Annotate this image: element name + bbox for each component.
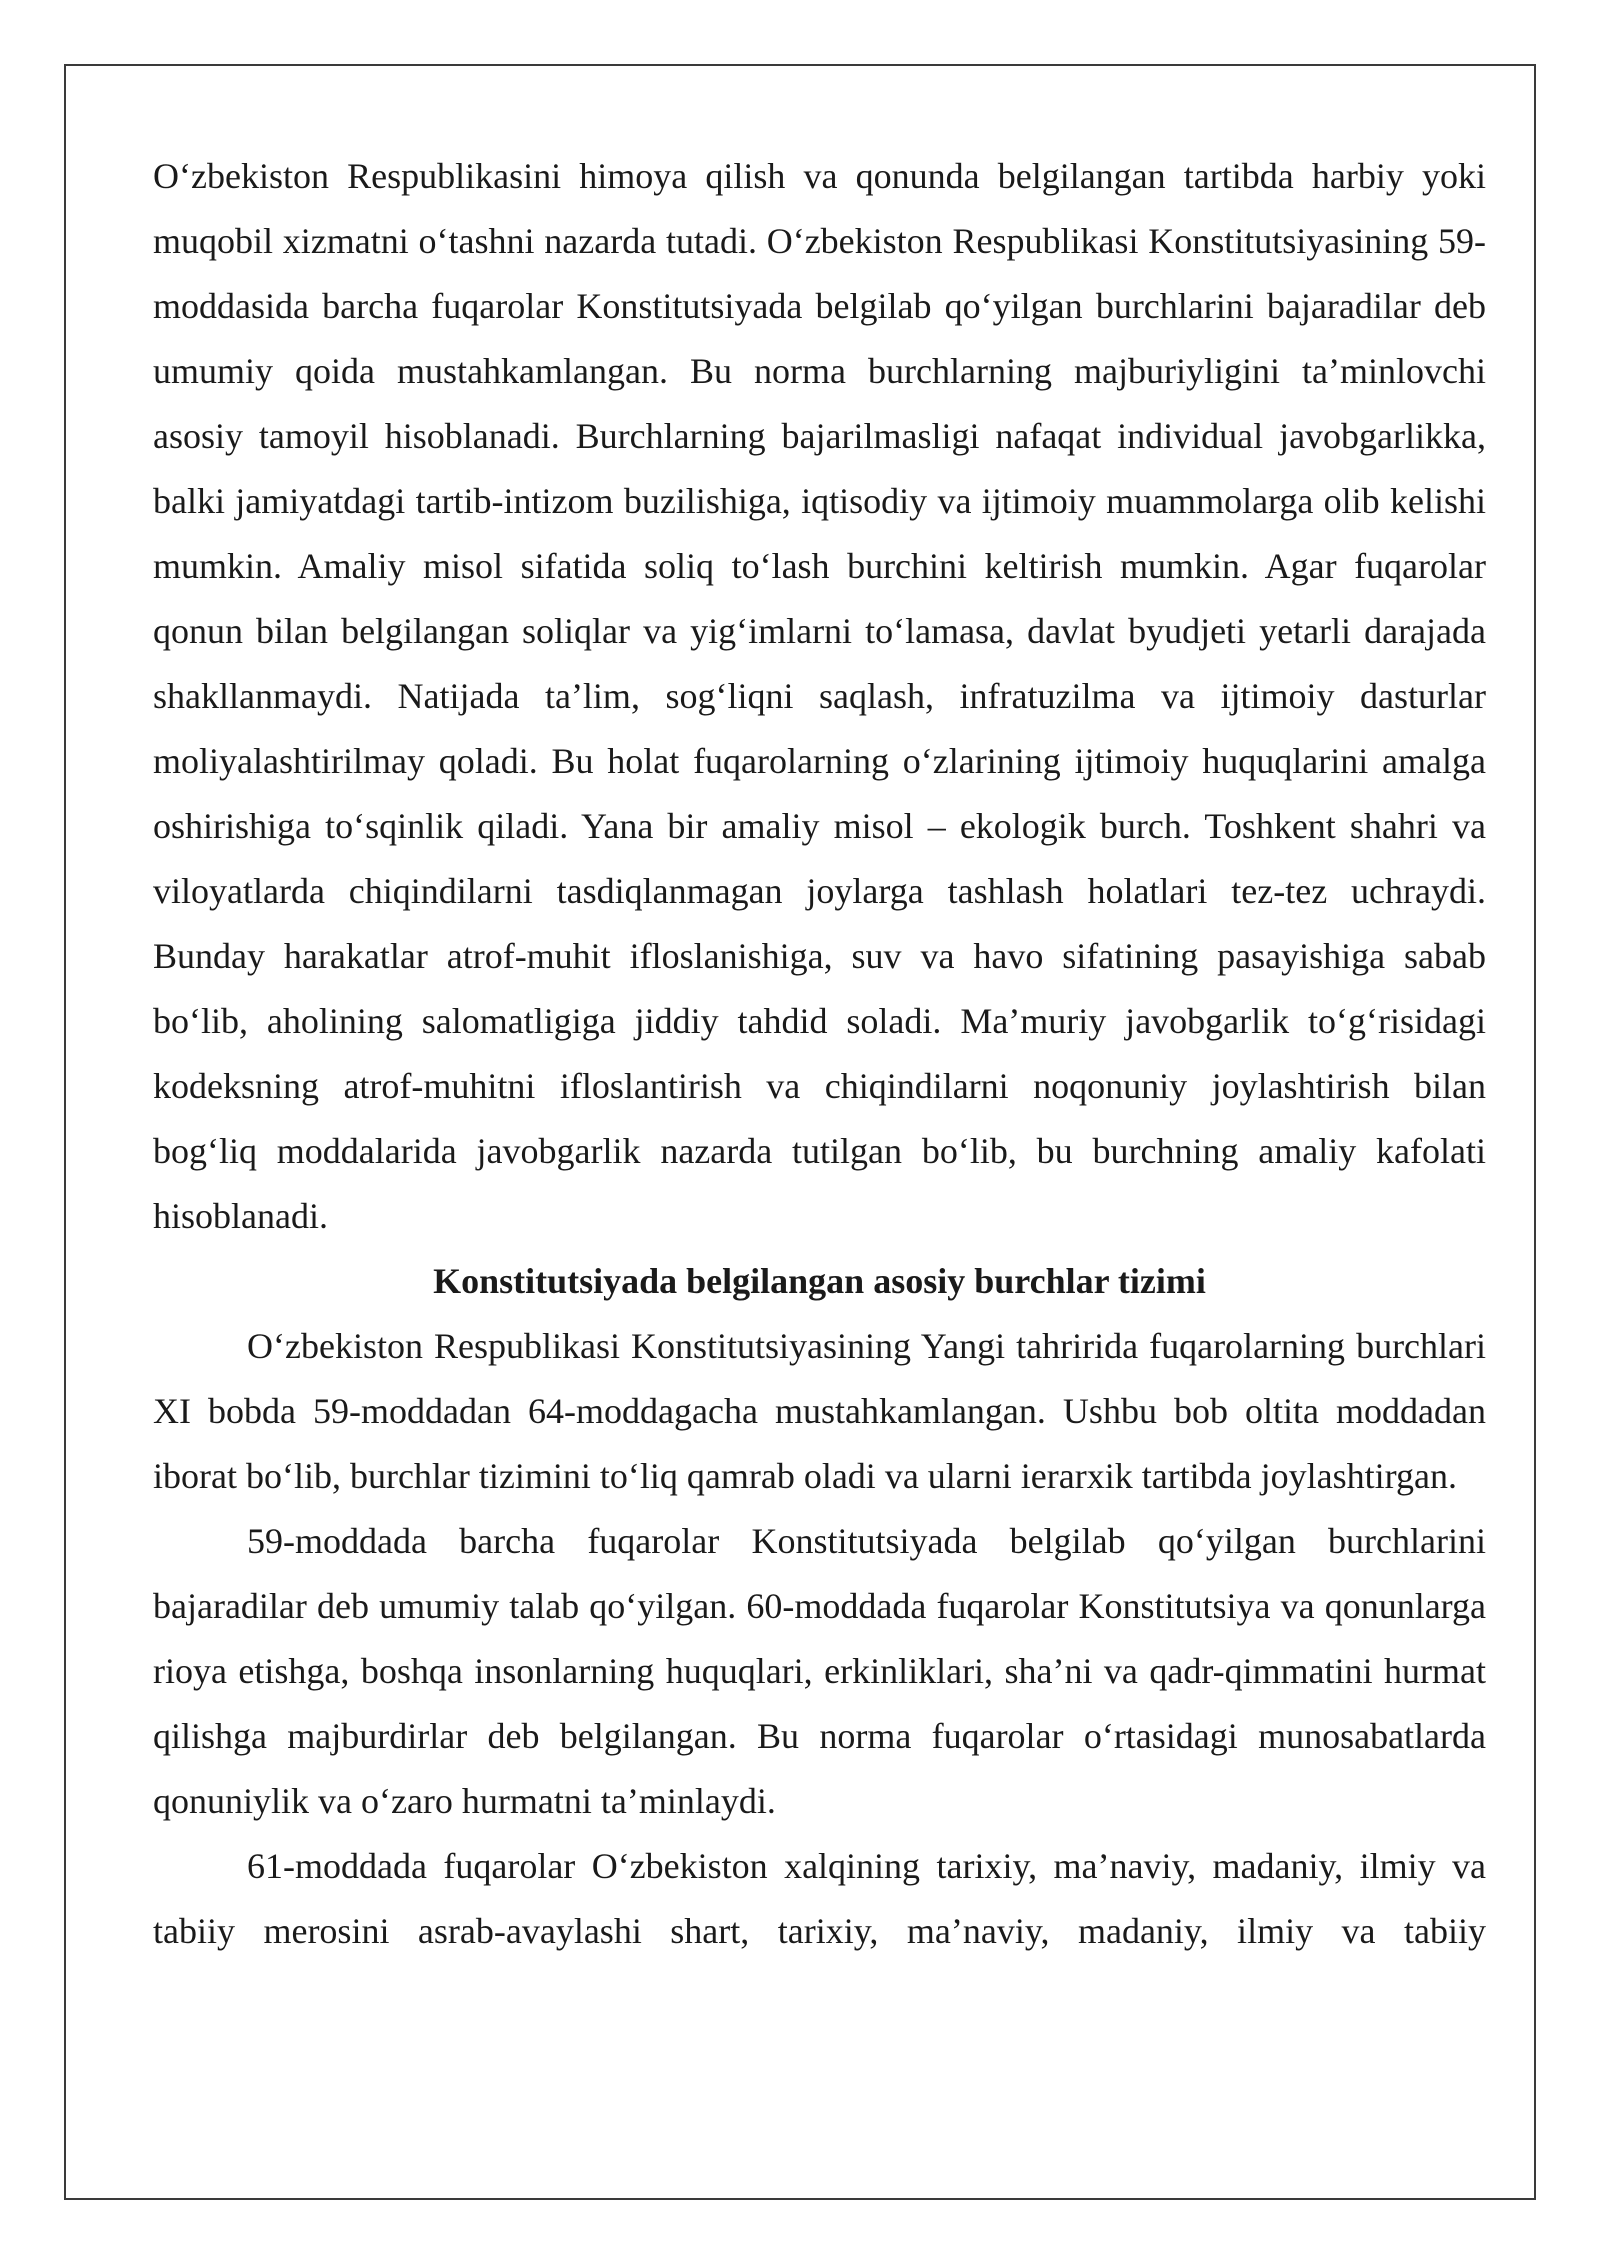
paragraph-2: O‘zbekiston Respublikasi Konstitutsiyasining Yangi tahririda fuqarolarning burchlari XI bobda 59-moddadan 64-moddagacha mustahkamlangan. Ushbu bob oltita moddadan iborat bo‘lib, burchlar tizimini to‘liq qamrab oladi va ularni ierarxik tartibda joylashtirgan. <box>153 1326 1486 1496</box>
paragraph-1: O‘zbekiston Respublikasini himoya qilish va qonunda belgilangan tartibda harbiy yoki muqobil xizmatni o‘tashni nazarda tutadi. O‘zbekiston Respublikasi Konstitutsiyasining 59-moddasida barcha fuqarolar Konstitutsiyada belgilab qo‘yilgan burchlarini bajaradilar deb umumiy qoida mustahkamlangan. Bu norma burchlarning majburiyligini ta’minlovchi asosiy tamoyil hisoblanadi. Burchlarning bajarilmasligi nafaqat individual javobgarlikka, balki jamiyatdagi tartib-intizom buzilishiga, iqtisodiy va ijtimoiy muammolarga olib kelishi mumkin. Amaliy misol sifatida soliq to‘lash burchini keltirish mumkin. Agar fuqarolar qonun bilan belgilangan soliqlar va yig‘imlarni to‘lamasa, davlat byudjeti yetarli darajada shakllanmaydi. Natijada ta’lim, sog‘liqni saqlash, infratuzilma va ijtimoiy dasturlar moliyalashtirilmay qoladi. Bu holat fuqarolarning o‘zlarining ijtimoiy huquqlarini amalga oshirishiga to‘sqinlik qiladi. Yana bir amaliy misol – ekologik burch. Toshkent shahri va viloyatlarda chiqindilarni tasdiqlanmagan joylarga tashlash holatlari tez-tez uchraydi. Bunday harakatlar atrof-muhit ifloslanishiga, suv va havo sifatining pasayishiga sabab bo‘lib, aholining salomatligiga jiddiy tahdid soladi. Ma’muriy javobgarlik to‘g‘risidagi kodeksning atrof-muhitni ifloslantirish va chiqindilarni noqonuniy joylashtirish bilan bog‘liq moddalarida javobgarlik nazarda tutilgan bo‘lib, bu burchning amaliy kafolati hisoblanadi. <box>153 156 1486 1236</box>
paragraph-3: 59-moddada barcha fuqarolar Konstitutsiyada belgilab qo‘yilgan burchlarini bajaradilar deb umumiy talab qo‘yilgan. 60-moddada fuqarolar Konstitutsiya va qonunlarga rioya etishga, boshqa insonlarning huquqlari, erkinliklari, sha’ni va qadr-qimmatini hurmat qilishga majburdirlar deb belgilangan. Bu norma fuqarolar o‘rtasidagi munosabatlarda qonuniylik va o‘zaro hurmatni ta’minlaydi. <box>153 1521 1486 1821</box>
paragraph-4: 61-moddada fuqarolar O‘zbekiston xalqining tarixiy, ma’naviy, madaniy, ilmiy va tabiiy merosini asrab-avaylashi shart, tarixiy, ma’naviy, madaniy, ilmiy va tabiiy <box>153 1846 1486 1951</box>
section-heading: Konstitutsiyada belgilangan asosiy burchlar tizimi <box>433 1261 1206 1301</box>
document-body <box>153 144 1486 1964</box>
